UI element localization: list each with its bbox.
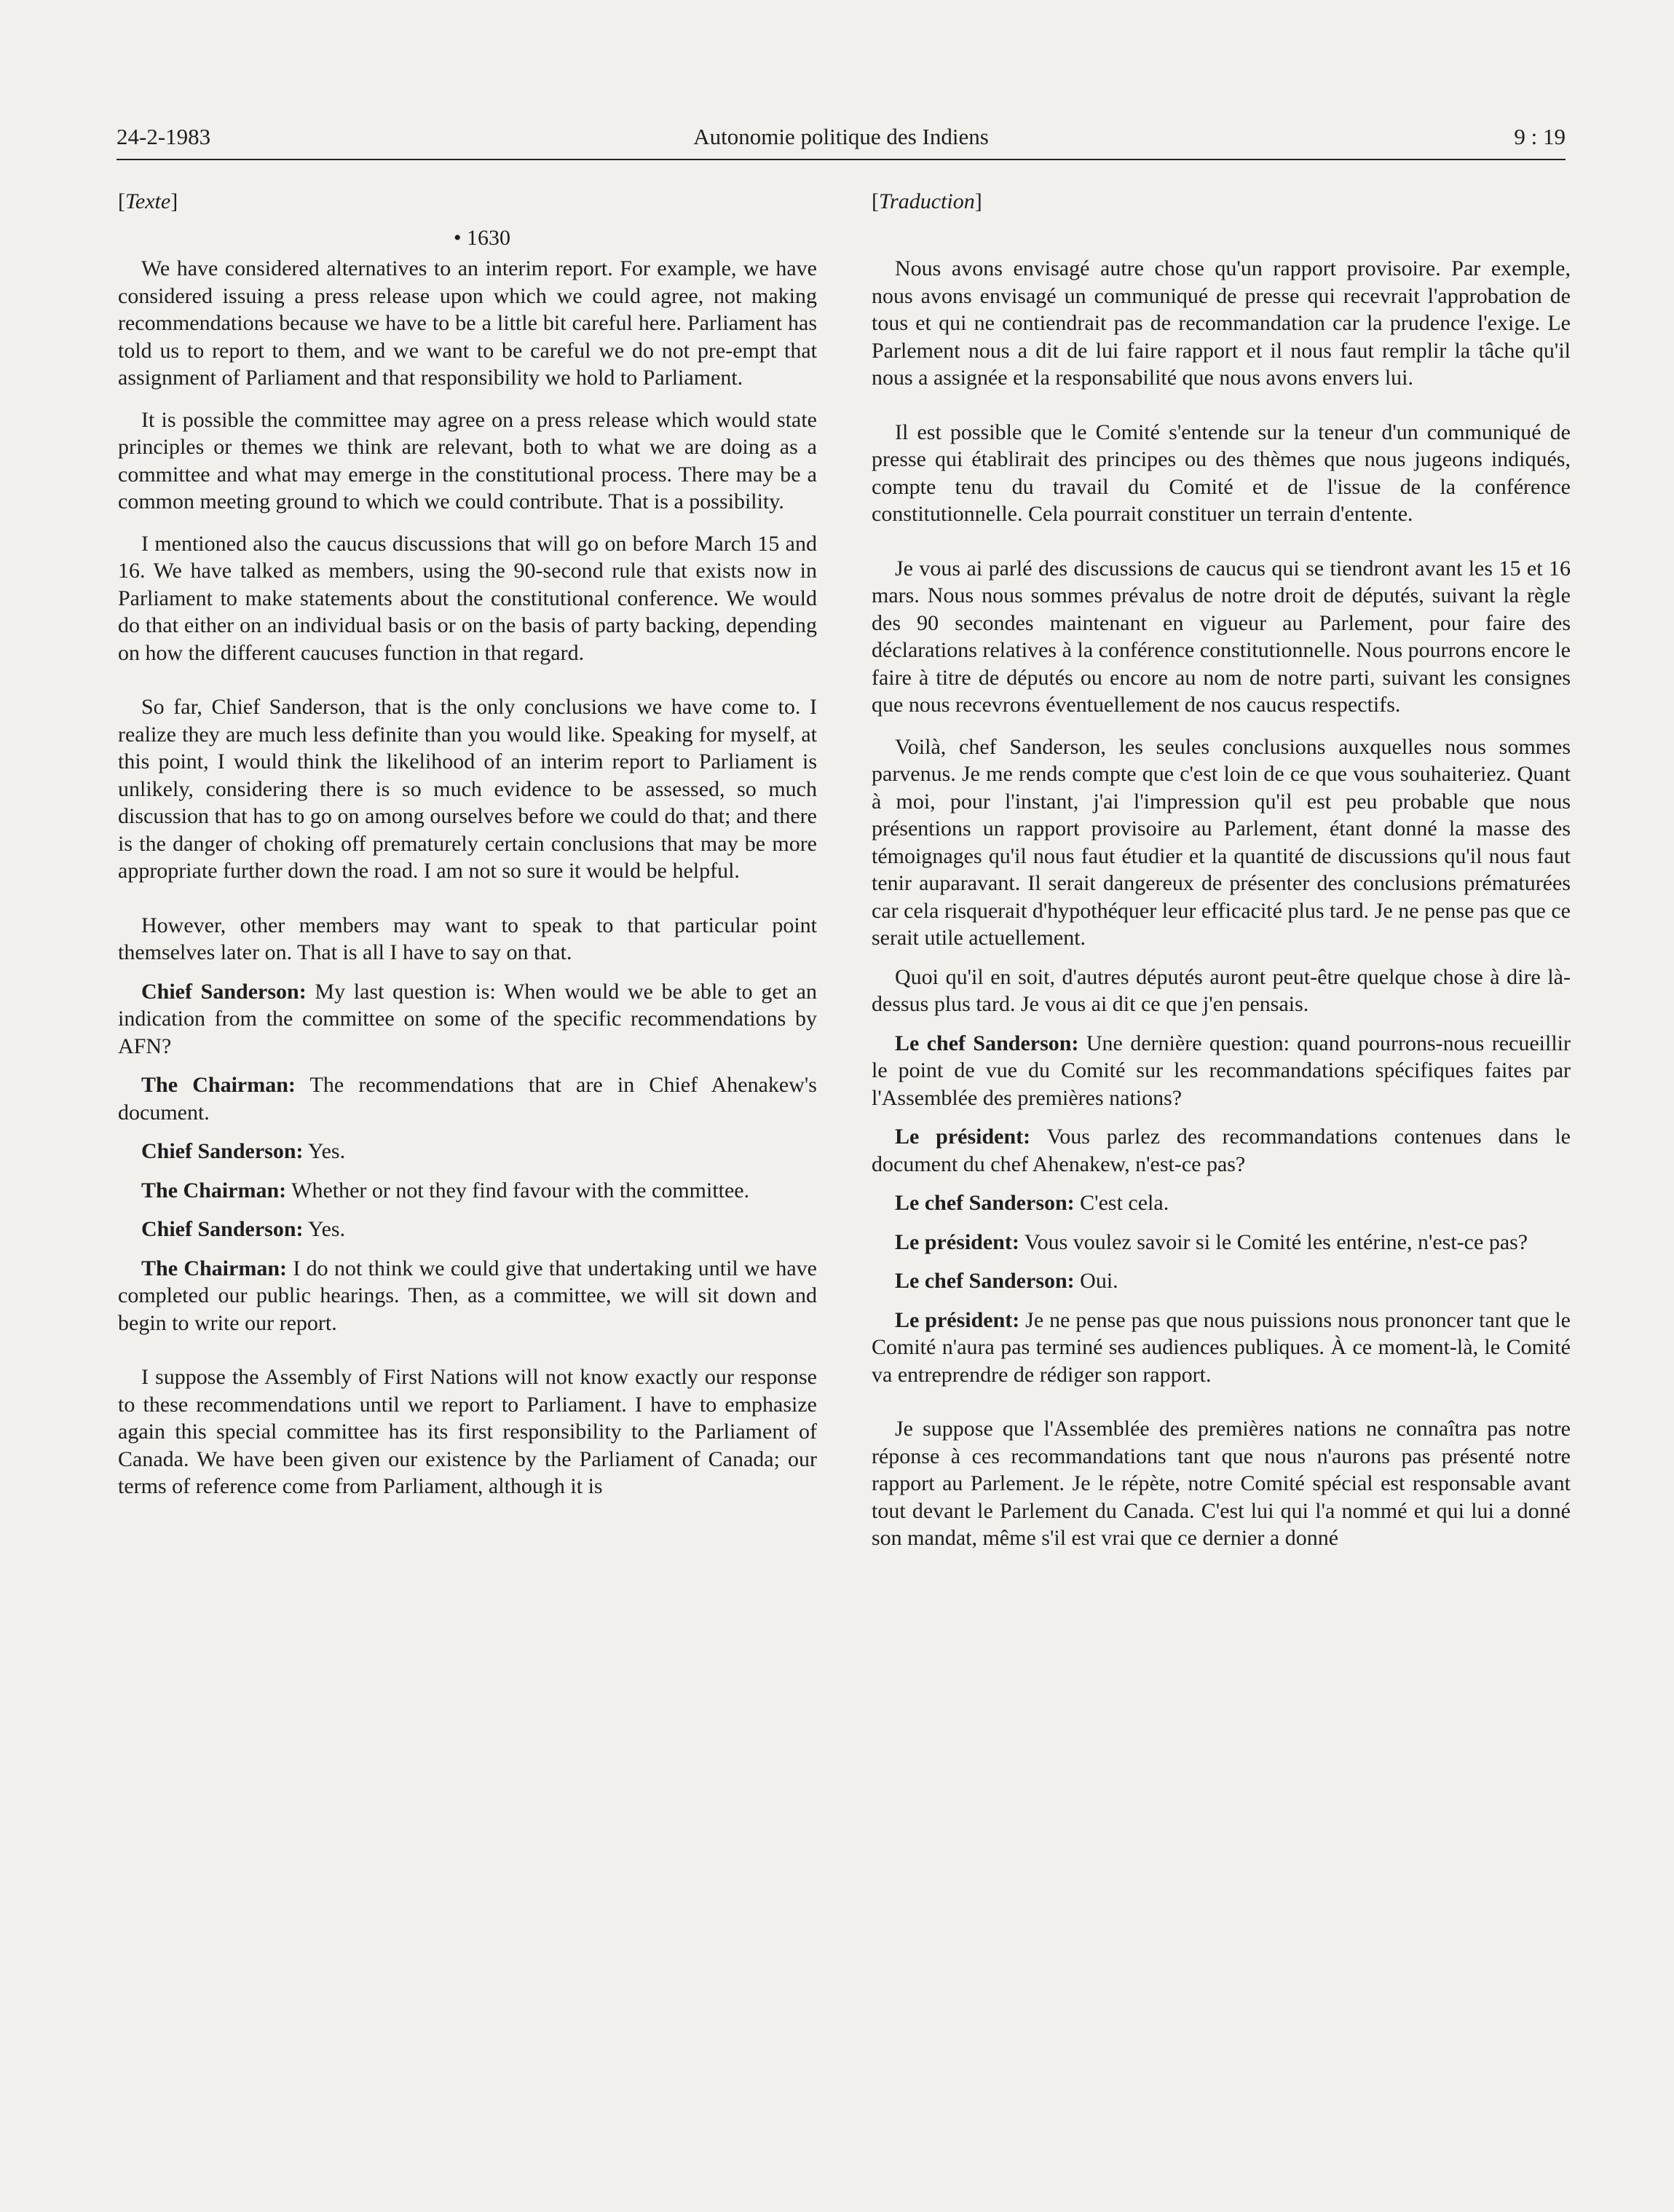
speaker-name: Le chef Sanderson:: [895, 1031, 1079, 1055]
page-header: [117, 117, 1566, 160]
header-title: Autonomie politique des Indiens: [693, 124, 989, 149]
speaker-name: Chief Sanderson:: [141, 1217, 304, 1241]
speaker-name: Le chef Sanderson:: [895, 1191, 1075, 1215]
speaker-name: Chief Sanderson:: [141, 979, 307, 1004]
speaker-paragraph: Le chef Sanderson: C'est cela.: [895, 1191, 1169, 1215]
paragraph: Il est possible que le Comité s'entende sur la teneur d'un communiqué de presse qui établirait des principes ou des thèmes que nous jugeons indiqués, compte tenu du travail du Comité et de l'issue de la conférence constitutionnelle. Cela pourrait constituer un terrain d'entente.: [872, 420, 1571, 526]
speaker-name: Le président:: [895, 1125, 1031, 1149]
speaker-name: The Chairman:: [141, 1256, 287, 1280]
time-marker: • 1630: [453, 226, 510, 250]
paragraph: Je suppose que l'Assemblée des premières nations ne connaîtra pas notre réponse à ces recommandations tant que nous n'aurons pas présenté notre rapport au Parlement. Je le répète, notre Comité spécial est responsable avant tout devant le Parlement du Canada. C'est lui qui l'a nommé et qui lui a donné son mandat, même s'il est vrai que ce dernier a donné: [872, 1417, 1571, 1550]
speaker-paragraph: Chief Sanderson: Yes.: [141, 1139, 346, 1163]
speaker-paragraph: Le président: Vous voulez savoir si le Comité les entérine, n'est-ce pas?: [895, 1229, 1528, 1254]
speaker-name: Le président:: [895, 1229, 1019, 1254]
paragraph: Quoi qu'il en soit, d'autres députés auront peut-être quelque chose à dire là-dessus plus tard. Je vous ai dit ce que j'en pensais.: [872, 964, 1571, 1016]
speaker-name: Chief Sanderson:: [141, 1139, 304, 1163]
paragraph: I mentioned also the caucus discussions that will go on before March 15 and 16. We have talked as members, using the 90-second rule that exists now in Parliament to make statements about the constitutional conference. We would do that either on an individual basis or on the basis of party backing, depending on how the different caucuses function in that regard.: [118, 531, 817, 665]
speaker-paragraph: Le chef Sanderson: Oui.: [895, 1269, 1118, 1293]
paragraph: However, other members may want to speak to that particular point themselves later on. That is all I have to say on that.: [118, 913, 817, 964]
speaker-name: Le président:: [895, 1307, 1020, 1332]
speaker-paragraph: Le chef Sanderson: Une dernière question: quand pourrons-nous recueillir le point de vue du Comité sur les recommandations spécifiques faites par l'Assemblée des premières nations?: [872, 1031, 1571, 1110]
paragraph: Voilà, chef Sanderson, les seules conclusions auxquelles nous sommes parvenus. Je me rends compte que c'est loin de ce que vous souhaiteriez. Quant à moi, pour l'instant, j'ai l'impression qu'il est peu probable que nous présentions un rapport provisoire au Parlement, étant donné la masse des témoignages qu'il nous faut étudier et la quantité de discussions qu'il nous faut tenir auparavant. Il serait dangereux de présenter des conclusions prématurées car cela risquerait d'hypothéquer leur efficacité plus tard. Je ne pense pas que ce serait utile actuellement.: [872, 734, 1571, 950]
paragraph: I suppose the Assembly of First Nations will not know exactly our response to these recommendations until we report to Parliament. I have to emphasize again this special committee has its first responsibility to the Parliament of Canada. We have been given our existence by the Parliament of Canada; our terms of reference come from Parliament, although it is: [118, 1365, 817, 1498]
speaker-paragraph: The Chairman: Whether or not they find favour with the committee.: [141, 1178, 750, 1203]
speaker-name: The Chairman:: [141, 1073, 296, 1097]
header-page-number: 9 : 19: [1514, 124, 1566, 149]
column-label-texte: [Texte]: [118, 189, 178, 213]
speaker-paragraph: Le président: Je ne pense pas que nous puissions nous prononcer tant que le Comité n'aura pas terminé ses audiences publiques. À ce moment-là, le Comité va entreprendre de rédiger son rapport.: [872, 1307, 1571, 1387]
paragraph: It is possible the committee may agree on a press release which would state principles or themes we think are relevant, both to what we are doing as a committee and what may emerge in the constitutional process. There may be a common meeting ground to which we could contribute. That is a possibility.: [118, 407, 817, 513]
paragraph: We have considered alternatives to an interim report. For example, we have considered issuing a press release upon which we could agree, not making recommendations because we have to be a little bit careful here. Parliament has told us to report to them, and we want to be careful we do not pre-empt that assignment of Parliament and that responsibility we hold to Parliament.: [118, 256, 817, 390]
header-date: 24-2-1983: [117, 124, 211, 149]
speaker-name: Le chef Sanderson:: [895, 1269, 1075, 1293]
speaker-paragraph: Chief Sanderson: My last question is: When would we be able to get an indication from the committee on some of the specific recommendations by AFN?: [118, 979, 817, 1058]
paragraph: Je vous ai parlé des discussions de caucus qui se tiendront avant les 15 et 16 mars. Nous nous sommes prévalus de notre droit de députés, suivant la règle des 90 secondes maintenant en vigueur au Parlement, pour faire des déclarations relatives à la conférence constitutionnelle. Nous pourrons encore le faire à titre de députés ou encore au nom de notre parti, suivant les consignes que nous recevrons éventuellement de nos caucus respectifs.: [872, 556, 1571, 717]
speaker-name: The Chairman:: [141, 1178, 287, 1203]
column-english: [118, 188, 817, 1500]
speaker-paragraph: The Chairman: I do not think we could give that undertaking until we have completed our public hearings. Then, as a committee, we will sit down and begin to write our report.: [118, 1256, 817, 1335]
paragraph: So far, Chief Sanderson, that is the only conclusions we have come to. I realize they are much less definite than you would like. Speaking for myself, at this point, I would think the likelihood of an interim report to Parliament is unlikely, considering there is so much evidence to be assessed, so much discussion that has to go on among ourselves before we could do that; and there is the danger of choking off prematurely certain conclusions that may be more appropriate further down the road. I am not so sure it would be helpful.: [118, 695, 817, 883]
paragraph: Nous avons envisagé autre chose qu'un rapport provisoire. Par exemple, nous avons envisagé un communiqué de presse qui recevrait l'approbation de tous et qui ne contiendrait pas de recommandation car la prudence l'exige. Le Parlement nous a dit de lui faire rapport et il nous faut remplir la tâche qu'il nous a assignée et la responsabilité que nous avons envers lui.: [872, 256, 1571, 390]
column-french: [872, 188, 1571, 1552]
speaker-paragraph: The Chairman: The recommendations that are in Chief Ahenakew's document.: [118, 1073, 817, 1125]
speaker-paragraph: Le président: Vous parlez des recommandations contenues dans le document du chef Ahenakew, n'est-ce pas?: [872, 1125, 1571, 1176]
column-label-traduction: [Traduction]: [872, 189, 982, 213]
speaker-paragraph: Chief Sanderson: Yes.: [141, 1217, 346, 1241]
